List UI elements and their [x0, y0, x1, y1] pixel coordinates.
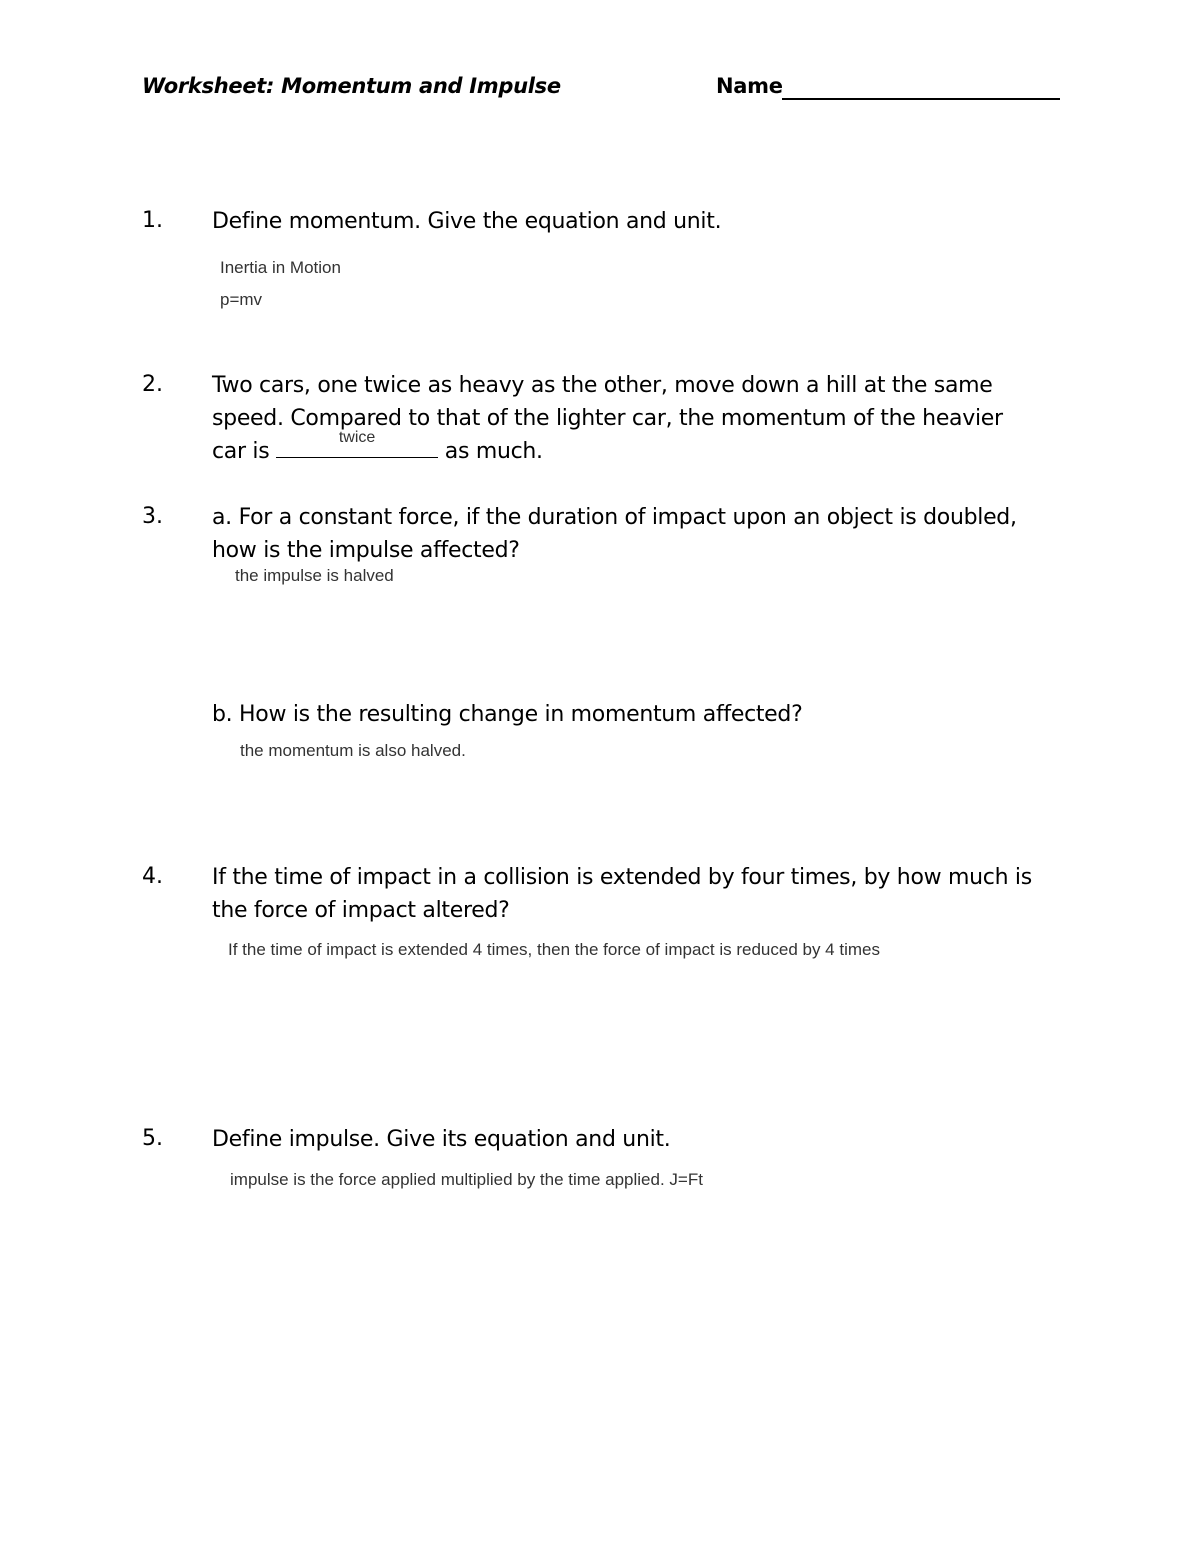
name-label: Name — [716, 74, 783, 98]
question-2-line-1: Two cars, one twice as heavy as the other, move down a hill at the same — [212, 373, 993, 398]
question-3a-line-1: a. For a constant force, if the duration of impact upon an object is doubled, — [212, 505, 1017, 530]
question-3-number: 3. — [142, 504, 163, 529]
question-4-number: 4. — [142, 864, 163, 889]
question-2-number: 2. — [142, 372, 163, 397]
question-4-line-2: the force of impact altered? — [212, 898, 510, 923]
question-5-answer: impulse is the force applied multiplied by the time applied. J=Ft — [230, 1170, 703, 1189]
question-3b-answer: the momentum is also halved. — [240, 741, 466, 760]
question-3a-line-2: how is the impulse affected? — [212, 538, 520, 563]
worksheet-title: Worksheet: Momentum and Impulse — [142, 74, 561, 98]
question-2-blank[interactable] — [276, 429, 438, 458]
question-3b-text: b. How is the resulting change in momentum affected? — [212, 702, 803, 727]
question-1-text: Define momentum. Give the equation and unit. — [212, 209, 722, 234]
name-field-line[interactable] — [782, 98, 1060, 100]
question-1-answer-line-1: Inertia in Motion — [220, 258, 341, 277]
question-5-text: Define impulse. Give its equation and unit. — [212, 1127, 671, 1152]
question-1-number: 1. — [142, 208, 163, 233]
question-4-answer: If the time of impact is extended 4 times, then the force of impact is reduced by 4 times — [228, 940, 880, 959]
question-3a-answer: the impulse is halved — [235, 566, 394, 585]
question-1-answer-line-2: p=mv — [220, 290, 263, 309]
question-2-line-3-start: car is — [212, 439, 270, 464]
question-5-number: 5. — [142, 1126, 163, 1151]
question-2-blank-answer: twice — [338, 429, 376, 446]
question-2-line-3 — [212, 429, 543, 468]
question-2-line-3-end: as much. — [444, 439, 543, 464]
question-2-line-2: speed. Compared to that of the lighter car, the momentum of the heavier — [212, 406, 1003, 431]
question-4-line-1: If the time of impact in a collision is extended by four times, by how much is — [212, 865, 1032, 890]
